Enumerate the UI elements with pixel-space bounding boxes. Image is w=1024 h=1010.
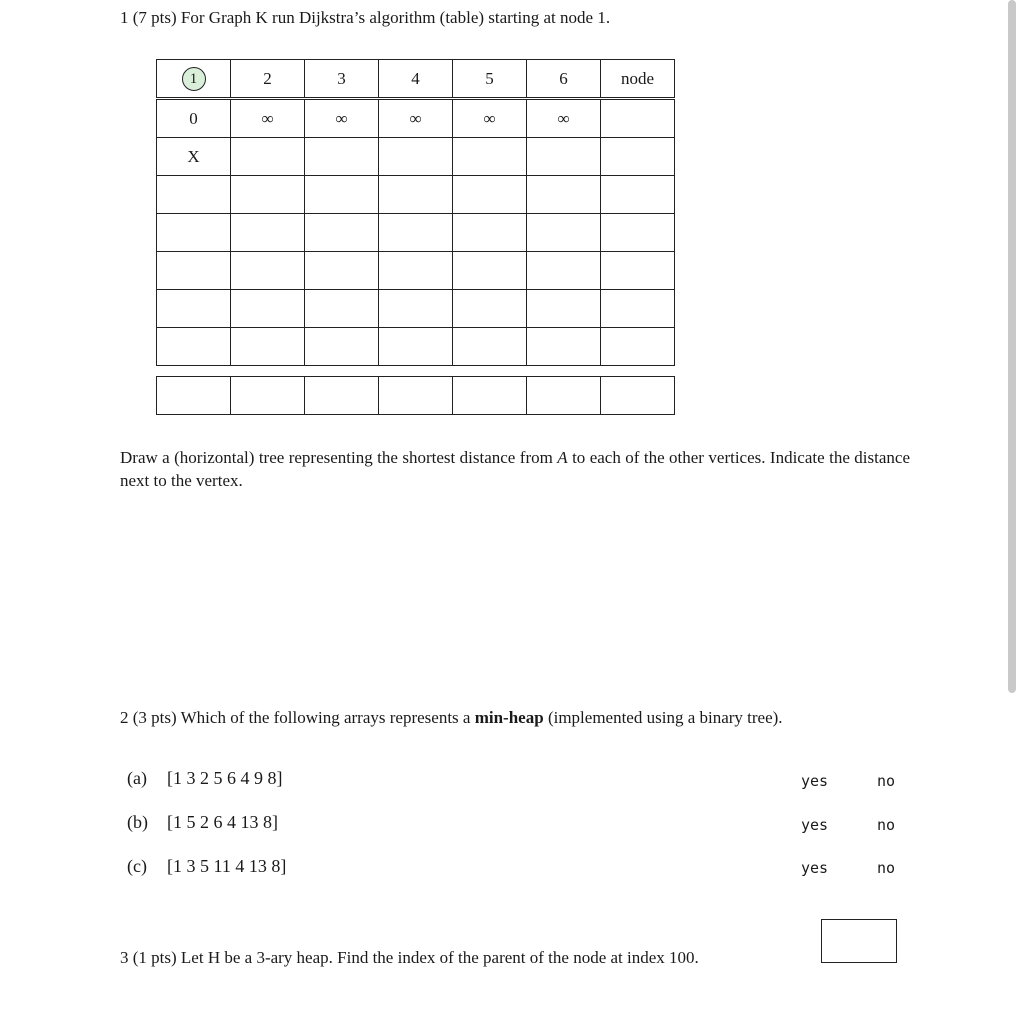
tree-instruction-var: A	[557, 448, 568, 467]
table-cell[interactable]	[453, 176, 527, 214]
tree-instruction-part1: Draw a (horizontal) tree representing the shortest distance from	[120, 448, 558, 467]
question-1-number: 1	[120, 8, 129, 27]
table-cell[interactable]	[157, 214, 231, 252]
table-cell: ∞	[379, 99, 453, 138]
table-cell[interactable]	[527, 214, 601, 252]
table-cell[interactable]	[157, 176, 231, 214]
question-2-number: 2	[120, 708, 129, 727]
tree-instruction-part2: to each of the other vertices. Indicate the distance next to the vertex.	[120, 448, 910, 490]
question-2-text-after: (implemented using a binary tree).	[543, 708, 783, 727]
option-b	[127, 812, 278, 833]
header-cell: 3	[305, 60, 379, 99]
header-cell: 5	[453, 60, 527, 99]
question-3-text: Let H be a 3-ary heap. Find the index of the parent of the node at index 100.	[180, 948, 699, 967]
table-cell[interactable]	[379, 214, 453, 252]
table-cell[interactable]	[305, 214, 379, 252]
header-cell: 2	[231, 60, 305, 99]
table-cell[interactable]	[157, 290, 231, 328]
table-cell[interactable]	[601, 290, 675, 328]
table-cell[interactable]	[231, 377, 305, 415]
table-cell[interactable]	[231, 328, 305, 366]
option-c-yes[interactable]: yes	[801, 859, 829, 877]
table-cell[interactable]	[305, 290, 379, 328]
table-cell[interactable]	[527, 138, 601, 176]
table-cell[interactable]	[527, 252, 601, 290]
table-cell[interactable]	[379, 290, 453, 328]
option-label: (c)	[127, 856, 147, 876]
table-cell: X	[157, 138, 231, 176]
table-cell[interactable]	[231, 252, 305, 290]
question-1-prompt	[120, 7, 610, 29]
question-2-prompt	[120, 707, 783, 729]
header-cell: 6	[527, 60, 601, 99]
table-cell[interactable]	[527, 328, 601, 366]
table-cell[interactable]	[157, 252, 231, 290]
table-cell[interactable]	[157, 377, 231, 415]
table-cell: ∞	[453, 99, 527, 138]
table-cell[interactable]	[527, 377, 601, 415]
table-row	[157, 138, 675, 176]
header-cell: node	[601, 60, 675, 99]
table-cell[interactable]	[527, 176, 601, 214]
table-cell	[601, 99, 675, 138]
question-2-bold-term: min-heap	[474, 708, 544, 727]
start-node-circle: 1	[182, 67, 206, 91]
table-row	[157, 252, 675, 290]
table-cell: ∞	[305, 99, 379, 138]
option-b-no[interactable]: no	[877, 816, 896, 834]
question-3-prompt	[120, 947, 699, 969]
table-cell[interactable]	[305, 252, 379, 290]
question-3-answer-box[interactable]	[821, 919, 897, 963]
option-array: [1 3 2 5 6 4 9 8]	[167, 768, 283, 788]
table-cell[interactable]	[305, 138, 379, 176]
table-cell[interactable]	[231, 214, 305, 252]
dijkstra-table	[156, 59, 675, 366]
question-1-text: For Graph K run Dijkstra’s algorithm (table) starting at node 1.	[180, 8, 611, 27]
option-label: (b)	[127, 812, 148, 832]
table-cell[interactable]	[305, 176, 379, 214]
table-row	[157, 176, 675, 214]
option-array: [1 3 5 11 4 13 8]	[167, 856, 287, 876]
table-row	[157, 99, 675, 138]
table-cell[interactable]	[231, 290, 305, 328]
table-cell[interactable]	[231, 176, 305, 214]
table-row	[157, 290, 675, 328]
table-cell[interactable]	[453, 377, 527, 415]
table-cell[interactable]	[379, 176, 453, 214]
question-1-points: (7 pts)	[132, 8, 177, 27]
table-cell[interactable]	[601, 328, 675, 366]
table-row	[157, 377, 675, 415]
table-row	[157, 328, 675, 366]
dijkstra-summary-row-table	[156, 376, 675, 415]
option-a-no[interactable]: no	[877, 772, 896, 790]
option-label: (a)	[127, 768, 147, 788]
question-2-text-before: Which of the following arrays represents a	[180, 708, 475, 727]
option-b-yes[interactable]: yes	[801, 816, 829, 834]
question-3-points: (1 pts)	[132, 948, 177, 967]
table-cell[interactable]	[601, 252, 675, 290]
option-array: [1 5 2 6 4 13 8]	[167, 812, 278, 832]
table-cell[interactable]	[379, 138, 453, 176]
tree-instruction	[120, 446, 910, 492]
option-c-no[interactable]: no	[877, 859, 896, 877]
option-c	[127, 856, 286, 877]
table-header-row	[157, 60, 675, 99]
table-cell[interactable]	[157, 328, 231, 366]
table-cell: ∞	[527, 99, 601, 138]
table-cell[interactable]	[601, 176, 675, 214]
table-cell[interactable]	[379, 252, 453, 290]
table-cell[interactable]	[379, 328, 453, 366]
scrollbar[interactable]	[1008, 0, 1016, 693]
table-cell[interactable]	[379, 377, 453, 415]
option-a	[127, 768, 283, 789]
table-cell[interactable]	[527, 290, 601, 328]
table-row	[157, 214, 675, 252]
table-cell[interactable]	[305, 377, 379, 415]
question-3-number: 3	[120, 948, 129, 967]
table-cell[interactable]	[601, 138, 675, 176]
table-cell[interactable]	[601, 377, 675, 415]
table-cell[interactable]	[453, 252, 527, 290]
question-2-points: (3 pts)	[132, 708, 177, 727]
table-cell[interactable]	[231, 138, 305, 176]
table-cell[interactable]	[453, 214, 527, 252]
table-cell: 0	[157, 99, 231, 138]
table-cell[interactable]	[601, 214, 675, 252]
table-cell[interactable]	[453, 138, 527, 176]
table-cell[interactable]	[305, 328, 379, 366]
header-cell	[157, 60, 231, 99]
table-cell[interactable]	[453, 290, 527, 328]
header-cell: 4	[379, 60, 453, 99]
table-cell: ∞	[231, 99, 305, 138]
table-cell[interactable]	[453, 328, 527, 366]
option-a-yes[interactable]: yes	[801, 772, 829, 790]
